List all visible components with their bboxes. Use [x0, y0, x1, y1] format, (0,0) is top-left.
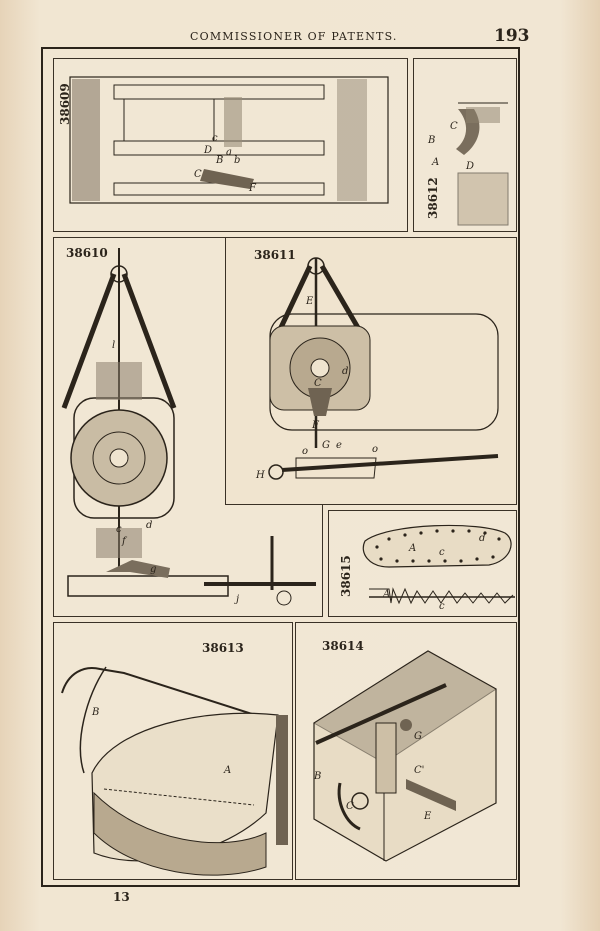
label-b: b — [234, 155, 241, 166]
label-a: a — [226, 147, 232, 158]
label-d: d — [146, 520, 153, 531]
label-F: F — [312, 420, 319, 431]
label-B: B — [216, 155, 224, 166]
label-c: c — [439, 547, 445, 558]
label-F: F — [249, 183, 256, 194]
figure-38612 — [413, 58, 517, 232]
label-H: H — [256, 470, 265, 481]
figure-38611 — [225, 237, 517, 505]
figure-number: 38611 — [254, 248, 296, 262]
engraving-38615 — [329, 511, 518, 618]
figure-number: 38613 — [202, 641, 244, 655]
label-j: j — [236, 594, 240, 605]
label-l: l — [112, 340, 116, 351]
label-A: A — [224, 765, 232, 776]
engraving-38609 — [54, 59, 409, 233]
signature-mark: 13 — [113, 890, 130, 904]
engraving-38611 — [226, 238, 518, 506]
label-c: c — [212, 133, 218, 144]
label-C: C — [194, 169, 202, 180]
label-D: D — [204, 145, 213, 156]
label-C: C — [314, 378, 322, 389]
engraving-38614 — [296, 623, 518, 881]
label-B: B — [428, 135, 436, 146]
plate-frame — [41, 47, 520, 887]
page-header — [0, 28, 600, 48]
label-A2: A — [383, 589, 391, 600]
figure-number: 38610 — [66, 246, 108, 260]
label-g: g — [150, 564, 157, 575]
label-o: o — [302, 446, 309, 457]
label-B: B — [314, 771, 322, 782]
label-d: d — [479, 533, 486, 544]
label-c: c — [116, 524, 122, 535]
label-c2: c — [439, 601, 445, 612]
label-C-prime: C' — [414, 765, 425, 776]
label-E: E — [424, 811, 432, 822]
figure-38614 — [295, 622, 517, 880]
engraving-38613 — [54, 623, 294, 881]
label-o2: o — [372, 444, 379, 455]
figure-number: 38612 — [426, 177, 440, 219]
label-d: d — [342, 366, 349, 377]
engraving-38612 — [414, 59, 518, 233]
label-A: A — [432, 157, 440, 168]
figure-38613 — [53, 622, 293, 880]
label-e: e — [336, 440, 342, 451]
label-f: f — [122, 536, 126, 547]
label-A: A — [409, 543, 417, 554]
figure-number: 38614 — [322, 639, 364, 653]
figure-number: 38615 — [339, 555, 353, 597]
page-number: 193 — [494, 26, 530, 46]
label-B: B — [92, 707, 100, 718]
label-G: G — [322, 440, 330, 451]
figure-number: 38609 — [58, 83, 72, 125]
figure-38609 — [53, 58, 408, 232]
label-C: C — [450, 121, 458, 132]
label-G: G — [414, 731, 422, 742]
label-C: C — [346, 801, 354, 812]
label-D: D — [466, 161, 475, 172]
running-title: COMMISSIONER OF PATENTS. — [190, 30, 398, 43]
label-E: E — [306, 296, 314, 307]
figure-38615 — [328, 510, 517, 617]
